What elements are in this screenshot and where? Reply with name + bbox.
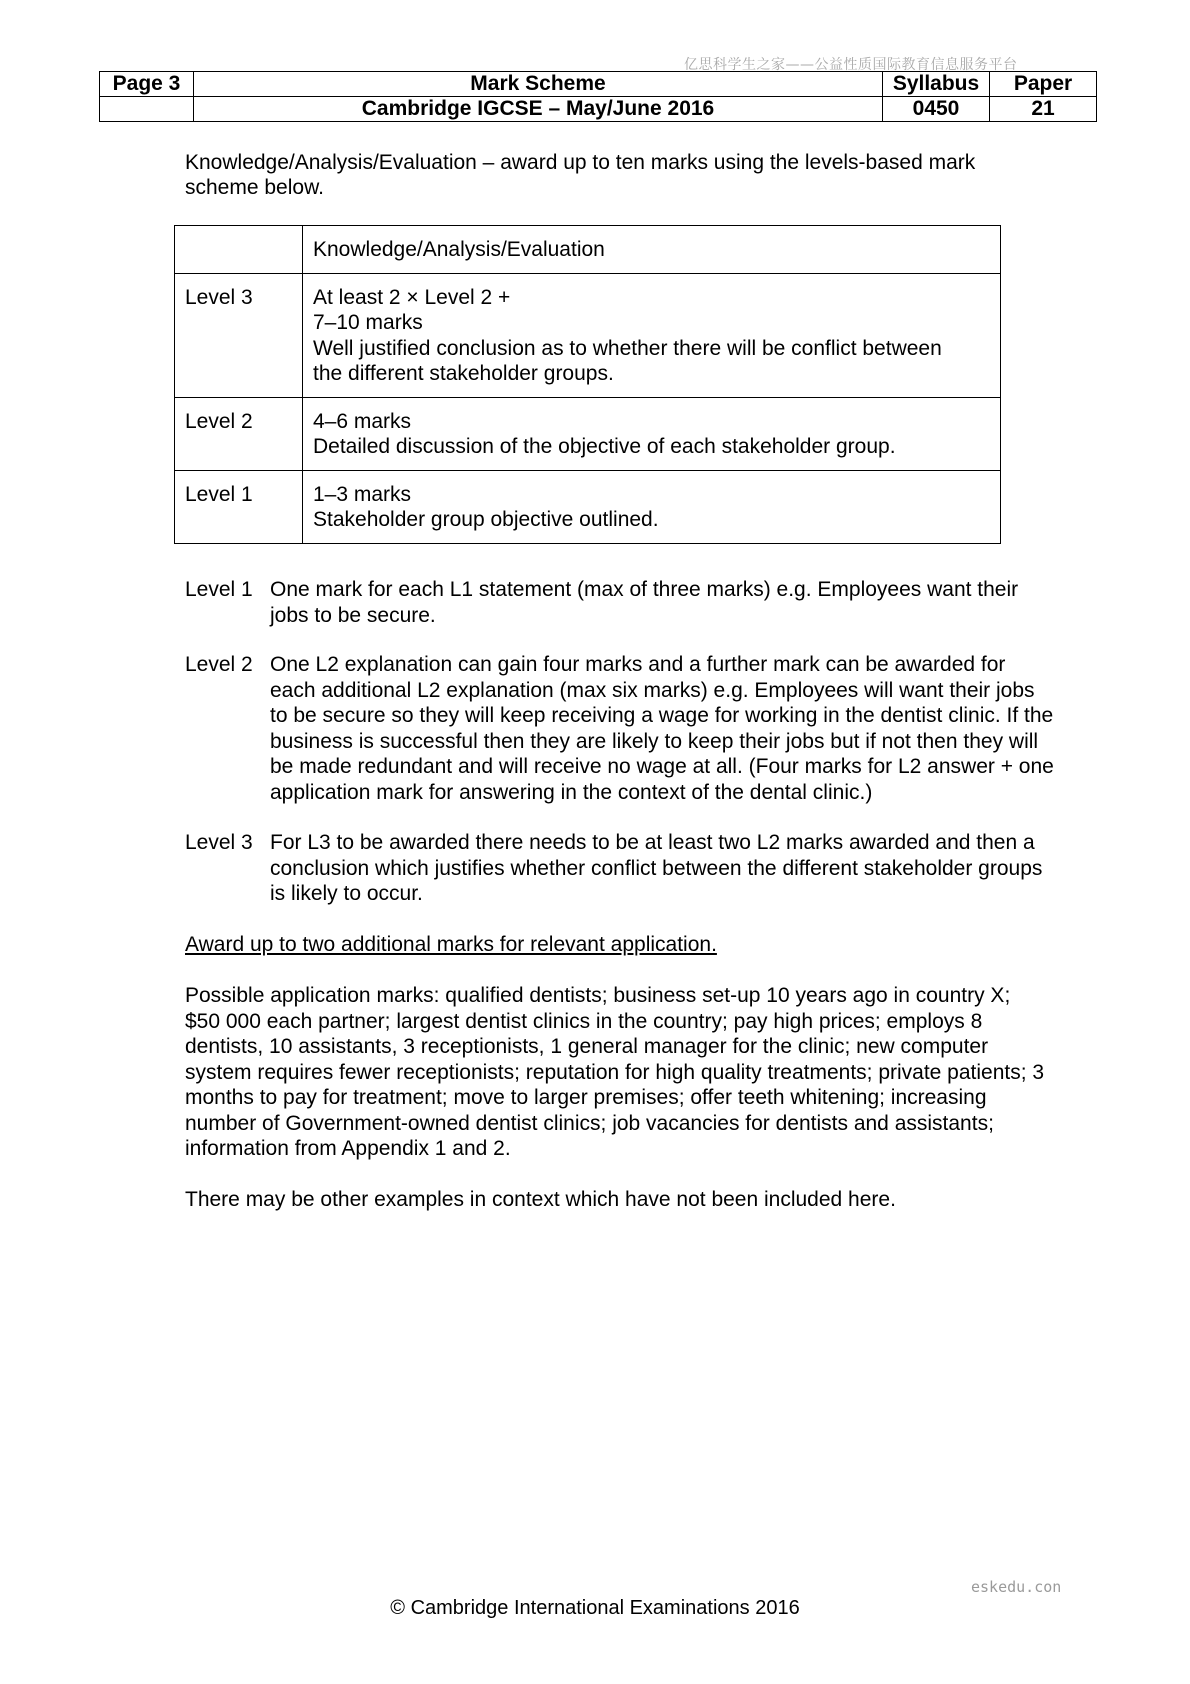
levels-header-empty: [175, 226, 303, 274]
watermark-top: 亿思科学生之家——公益性质国际教育信息服务平台: [684, 57, 1018, 73]
intro-text: [185, 150, 1065, 200]
intro-line: scheme below.: [185, 176, 324, 199]
description-line: business is successful then they are likely to keep their jobs but if not then they will: [270, 729, 1039, 753]
application-marks: [185, 983, 1097, 1162]
paper-value: 21: [990, 97, 1097, 122]
level-label: Level 1: [175, 470, 303, 543]
criteria-line: 1–3 marks: [313, 482, 412, 506]
description-line: jobs to be secure.: [270, 603, 436, 627]
watermark-bottom: eskedu.con: [971, 1578, 1062, 1596]
levels-row-level-1: [175, 470, 1001, 543]
header-table: [99, 71, 1097, 122]
description-line: is likely to occur.: [270, 882, 423, 905]
header-row-1: [100, 72, 1097, 97]
paper-label: Paper: [990, 72, 1097, 97]
page-number: Page 3: [100, 72, 194, 97]
application-line: number of Government-owned dentist clinics; job vacancies for dentists and assistants;: [185, 1111, 994, 1135]
levels-header-row: [175, 226, 1001, 274]
criteria-line: At least 2 × Level 2 +: [313, 285, 511, 309]
copyright-footer: © Cambridge International Examinations 2016: [390, 1597, 800, 1619]
criteria-line: Well justified conclusion as to whether there will be conflict between: [313, 336, 942, 360]
intro-line: Knowledge/Analysis/Evaluation – award up to ten marks using the levels-based mark: [185, 151, 976, 174]
level-criteria: [303, 470, 1001, 543]
description-line: For L3 to be awarded there needs to be at least two L2 marks awarded and then a: [270, 831, 1035, 854]
document-title: Mark Scheme: [194, 72, 883, 97]
level-label: Level 2: [175, 397, 303, 470]
description-line: One L2 explanation can gain four marks and a further mark can be awarded for: [270, 653, 1006, 676]
application-heading: Award up to two additional marks for relevant application.: [185, 933, 717, 956]
criteria-line: Detailed discussion of the objective of each stakeholder group.: [313, 435, 896, 458]
description-line: One mark for each L1 statement (max of three marks) e.g. Employees want their: [270, 578, 1019, 601]
application-line: $50 000 each partner; largest dentist clinics in the country; pay high prices; employs 8: [185, 1009, 983, 1033]
exam-subtitle: Cambridge IGCSE – May/June 2016: [194, 97, 883, 122]
header-empty-cell: [100, 97, 194, 122]
criteria-line: the different stakeholder groups.: [313, 362, 614, 385]
level-criteria: [303, 397, 1001, 470]
description-level-label: Level 1: [185, 578, 253, 601]
description-line: be made redundant and will receive no wage at all. (Four marks for L2 answer + one: [270, 755, 1054, 778]
other-examples-note: There may be other examples in context which have not been included here.: [185, 1188, 896, 1211]
level-1-description: [185, 577, 1097, 628]
criteria-line: Stakeholder group objective outlined.: [313, 508, 659, 531]
application-line: system requires fewer receptionists; reputation for high quality treatments; private patients; 3: [185, 1060, 1045, 1084]
level-2-description: [185, 652, 1097, 805]
description-text: [270, 830, 1097, 907]
application-line: information from Appendix 1 and 2.: [185, 1137, 511, 1160]
description-text: [270, 577, 1097, 628]
description-level-label: Level 2: [185, 653, 253, 676]
levels-table: [174, 225, 1001, 544]
level-label: Level 3: [175, 273, 303, 397]
syllabus-label: Syllabus: [883, 72, 990, 97]
levels-row-level-3: [175, 273, 1001, 397]
criteria-line: 4–6 marks: [313, 409, 412, 433]
criteria-line: 7–10 marks: [313, 311, 423, 334]
description-line: to be secure so they will keep receiving a wage for working in the dentist clinic. If the: [270, 704, 1054, 727]
description-line: conclusion which justifies whether conflict between the different stakeholder groups: [270, 856, 1043, 880]
description-text: [270, 652, 1097, 805]
header-row-2: [100, 97, 1097, 122]
application-line: Possible application marks: qualified dentists; business set-up 10 years ago in country X;: [185, 984, 1011, 1007]
description-line: application mark for answering in the context of the dental clinic.): [270, 780, 873, 804]
level-3-description: [185, 830, 1097, 907]
level-criteria: [303, 273, 1001, 397]
description-line: each additional L2 explanation (max six marks) e.g. Employees will want their jobs: [270, 678, 1035, 702]
levels-header-label: Knowledge/Analysis/Evaluation: [303, 226, 1001, 274]
syllabus-value: 0450: [883, 97, 990, 122]
application-line: dentists, 10 assistants, 3 receptionists, 1 general manager for the clinic; new computer: [185, 1035, 989, 1058]
application-line: months to pay for treatment; move to larger premises; offer teeth whitening; increasing: [185, 1086, 987, 1109]
levels-row-level-2: [175, 397, 1001, 470]
description-level-label: Level 3: [185, 831, 253, 854]
